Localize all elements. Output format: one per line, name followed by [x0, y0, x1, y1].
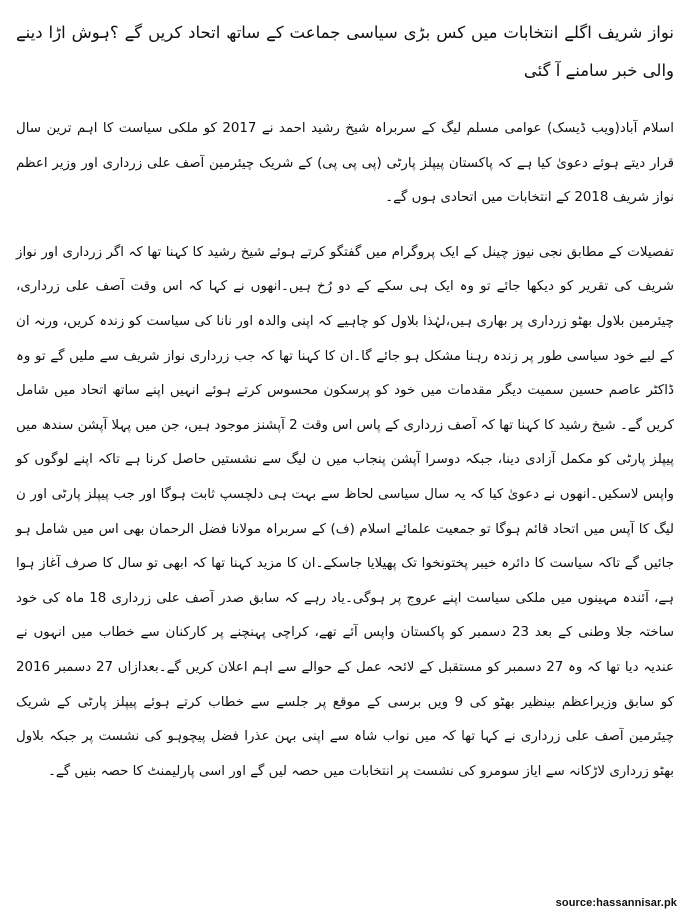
article — [16, 14, 674, 789]
source-credit: source:hassannisar.pk — [555, 897, 677, 909]
headline: نواز شریف اگلے انتخابات میں کس بڑی سیاسی جماعت کے ساتھ اتحاد کریں گے ؟ہوش اڑا دینے والی خبر سامنے آ گئی — [16, 23, 674, 80]
article-paragraph-intro: اسلام آباد(ویب ڈیسک) عوامی مسلم لیگ کے سربراہ شیخ رشید احمد نے 2017 کو ملکی سیاست کا اہم ترین سال قرار دیتے ہوئے دعویٰ کیا ہے کہ پاکستان پیپلز پارٹی (پی پی پی) کے شریک چیئرمین آصف علی زرداری اور وزیر اعظم نواز شریف 2018 کے انتخابات میں اتحادی ہوں گے۔ — [16, 121, 674, 206]
article-paragraph-details: تفصیلات کے مطابق نجی نیوز چینل کے ایک پروگرام میں گفتگو کرتے ہوئے شیخ رشید کا کہنا تھا کہ اگر زرداری اور نواز شریف کی تقریر کو دیکھا جائے تو وہ ایک ہی سکے کے دو رُخ ہیں۔انھوں نے کہا کہ اس وقت آصف علی زرداری، چیئرمین بلاول بھٹو زرداری پر بھاری ہیں،لہٰذا بلاول کو چاہیے کہ اپنی والدہ اور نانا کی سیاست کو زندہ کریں، ورنہ ان کے لیے خود سیاسی طور پر زندہ رہنا مشکل ہو جائے گا۔ان کا کہنا تھا کہ جب زرداری نواز شریف سے ملیں گے تو وہ ڈاکٹر عاصم حسین سمیت دیگر مقدمات میں خود کو پرسکون محسوس کرتے ہوئے انہیں اپنے ساتھ اتحاد میں شامل کریں گے۔ شیخ رشید کا کہنا تھا کہ آصف زرداری کے پاس اس وقت 2 آپشنز موجود ہیں، جن میں پہلا آپشن سندھ میں پیپلز پارٹی کو مکمل آزادی دینا، جبکہ دوسرا آپشن پنجاب میں ن لیگ سے نشستیں حاصل کرنا ہے تاکہ اپنے لوگوں کو واپس لاسکیں۔انھوں نے دعویٰ کیا کہ یہ سال سیاسی لحاظ سے بہت ہی دلچسپ ثابت ہوگا اور جب پیپلز پارٹی اور ن لیگ کا آپس میں اتحاد قائم ہوگا تو جمعیت علمائے اسلام (ف) کے سربراہ مولانا فضل الرحمان بھی اس میں شامل ہو جائیں گے تاکہ سیاست کا دائرہ خیبر پختونخوا تک پھیلایا جاسکے۔ان کا مزید کہنا تھا کہ ابھی تو سال کا صرف آغاز ہوا ہے، آئندہ مہینوں میں ملکی سیاست اپنے عروج پر ہوگی۔یاد رہے کہ سابق صدر آصف علی زرداری 18 ماہ کی خود ساختہ جلا وطنی کے بعد 23 دسمبر کو پاکستان واپس آئے تھے، کراچی پہنچنے پر کارکنان سے خطاب میں انہوں نے عندیہ دیا تھا کہ وہ 27 دسمبر کو مستقبل کے لائحہ عمل کے حوالے سے اہم اعلان کریں گے۔بعدازاں 27 دسمبر 2016 کو سابق وزیراعظم بینظیر بھٹو کی 9 ویں برسی کے موقع پر جلسے سے خطاب کرتے ہوئے پیپلز پارٹی کے شریک چیئرمین آصف علی زرداری نے کہا تھا کہ میں نواب شاہ سے اپنی بہن عذرا فضل پیچوہو کی نشست پر جبکہ بلاول بھٹو زرداری لاڑکانہ سے ایاز سومرو کی نشست پر انتخابات میں حصہ لیں گے اور اسی پارلیمنٹ کا حصہ بنیں گے۔ — [16, 244, 675, 779]
